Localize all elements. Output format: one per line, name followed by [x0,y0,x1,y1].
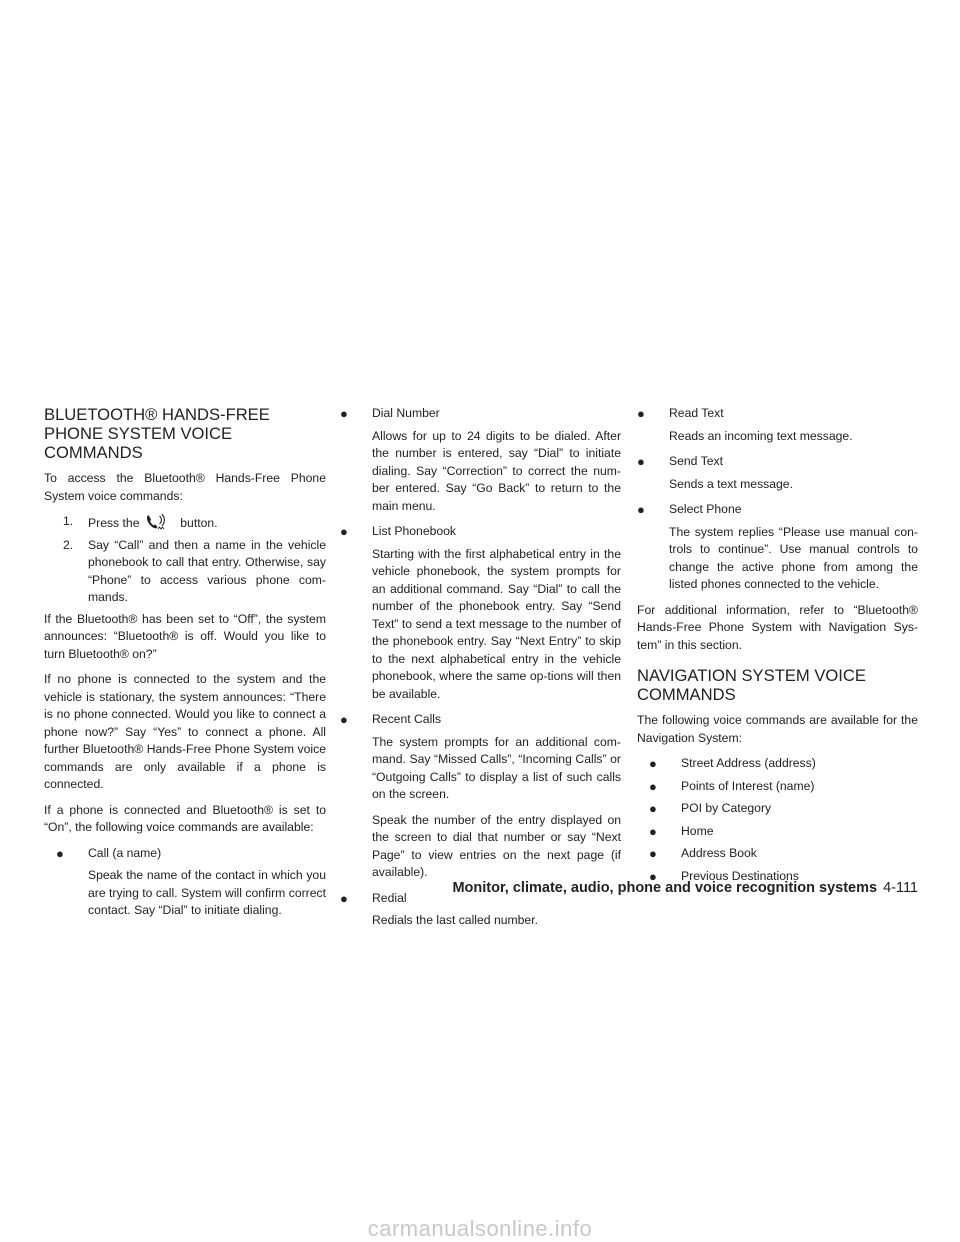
nav-intro-paragraph: The following voice commands are available for the Navigation System: [637,713,918,745]
command-select-phone: ● Select Phone [637,502,742,517]
bullet-icon: ● [649,823,657,839]
paragraph-additional-info: For additional information, refer to “Bluetooth® Hands-Free Phone System with Navigation Sys-tem” in this section. [637,602,918,652]
bullet-icon: ● [340,524,348,539]
command-read-text: ● Read Text [637,406,724,421]
bullet-icon: ● [340,406,348,421]
bullet-icon: ● [649,868,657,884]
command-list-phonebook-desc: Starting with the first alphabetical entry in the vehicle phonebook, the system prompts for an additional command. Say “Dial” to call the number of the phonebook entry. Say “Send Text” to send a text message to the number of the phonebook entry. Say “Next Entry” to skip to the next alphabetical entry in the vehicle phonebook, where the same op-tions will then be available. [372,546,621,701]
bullet-icon: ● [649,801,657,816]
command-dial-number-desc: Allows for up to 24 digits to be dialed. After the number is entered, say “Dial” to initiate dialing. Say “Correction” to correct the num-ber entered. Say “Go Back” to return to the main menu. [372,428,621,513]
command-send-text-desc: Sends a text message. [669,476,793,491]
bullet-icon: ● [637,406,645,421]
nav-command-item: ● Points of Interest (name) [649,778,815,794]
step-text: Say “Call” and then a name in the vehicle phonebook to call that entry. Otherwise, say “Phone” to access various phone com-mands. [88,537,326,604]
step-number: 1. [63,514,74,528]
nav-command-item: ● Home [649,823,714,839]
bullet-icon: ● [637,502,645,517]
bullet-icon: ● [340,712,348,727]
command-call: ● Call (a name) [56,845,162,861]
nav-command-item: ● Address Book [649,846,757,861]
command-recent-calls-desc-2: Speak the number of the entry displayed on the screen to dial that number or say “Next Page” to view entries on the next page (if available). [372,812,621,879]
column-left [44,405,326,928]
step-2 [44,537,326,607]
bullet-icon: ● [637,454,645,469]
bullet-icon: ● [56,845,64,861]
nav-command-item: ● Previous Destinations [649,868,799,884]
nav-command-item: ● Street Address (address) [649,756,816,771]
paragraph-no-phone: If no phone is connected to the system and the vehicle is stationary, the system announces: “There is no phone connected. Would you like to connect a phone now?” Say “Yes” to connect a phone. All further Bluetooth® Hands-Free Phone System voice commands are only available if a phone is connected. [44,672,326,791]
bullet-icon: ● [340,890,348,906]
paragraph-phone-connected: If a phone is connected and Bluetooth® is set to “On”, the following voice commands are available: [44,802,326,834]
column-right [637,405,918,890]
watermark: carmanualsonline.info [367,1216,593,1241]
command-send-text: ● Send Text [637,454,723,469]
bullet-icon: ● [649,778,657,794]
step-number: 2. [63,537,74,552]
command-list-phonebook: ● List Phonebook [340,524,457,539]
command-dial-number: ● Dial Number [340,406,440,421]
command-redial: ● Redial [340,890,407,906]
column-middle [340,405,621,938]
command-select-phone-desc: The system replies “Please use manual con-trols to continue”. Use manual controls to change the active phone from among the listed phones connected to the vehicle. [669,524,918,591]
command-call-desc: Speak the name of the contact in which you are trying to call. System will confirm correct contact. Say “Dial” to initiate dialing. [88,868,326,917]
command-redial-desc: Redials the last called number. [372,913,538,927]
step-text: Press the [88,516,140,530]
bullet-icon: ● [649,846,657,861]
page-number: 4-111 [883,880,918,896]
page-footer [452,880,918,896]
command-recent-calls-desc: The system prompts for an additional com-mand. Say “Missed Calls”, “Incoming Calls” or “Outgoing Calls” to display a list of such calls on the screen. [372,734,621,801]
intro-paragraph: To access the Bluetooth® Hands-Free Phone System voice commands: [44,471,326,503]
command-read-text-desc: Reads an incoming text message. [669,428,853,443]
paragraph-bluetooth-off: If the Bluetooth® has been set to “Off”, the system announces: “Bluetooth® is off. Would you like to turn Bluetooth® on?” [44,611,326,661]
bullet-icon: ● [649,756,657,771]
step-text: button. [180,516,218,530]
section-title-navigation: NAVIGATION SYSTEM VOICE COMMANDS [637,666,866,704]
chapter-title: Monitor, climate, audio, phone and voice recognition systems [452,880,878,896]
step-1 [44,513,326,533]
command-recent-calls: ● Recent Calls [340,712,442,727]
section-title-bluetooth: BLUETOOTH® HANDS-FREE PHONE SYSTEM VOICE COMMANDS [44,405,270,462]
nav-command-item: ● POI by Category [649,801,772,816]
phone-voice-icon [145,513,167,531]
